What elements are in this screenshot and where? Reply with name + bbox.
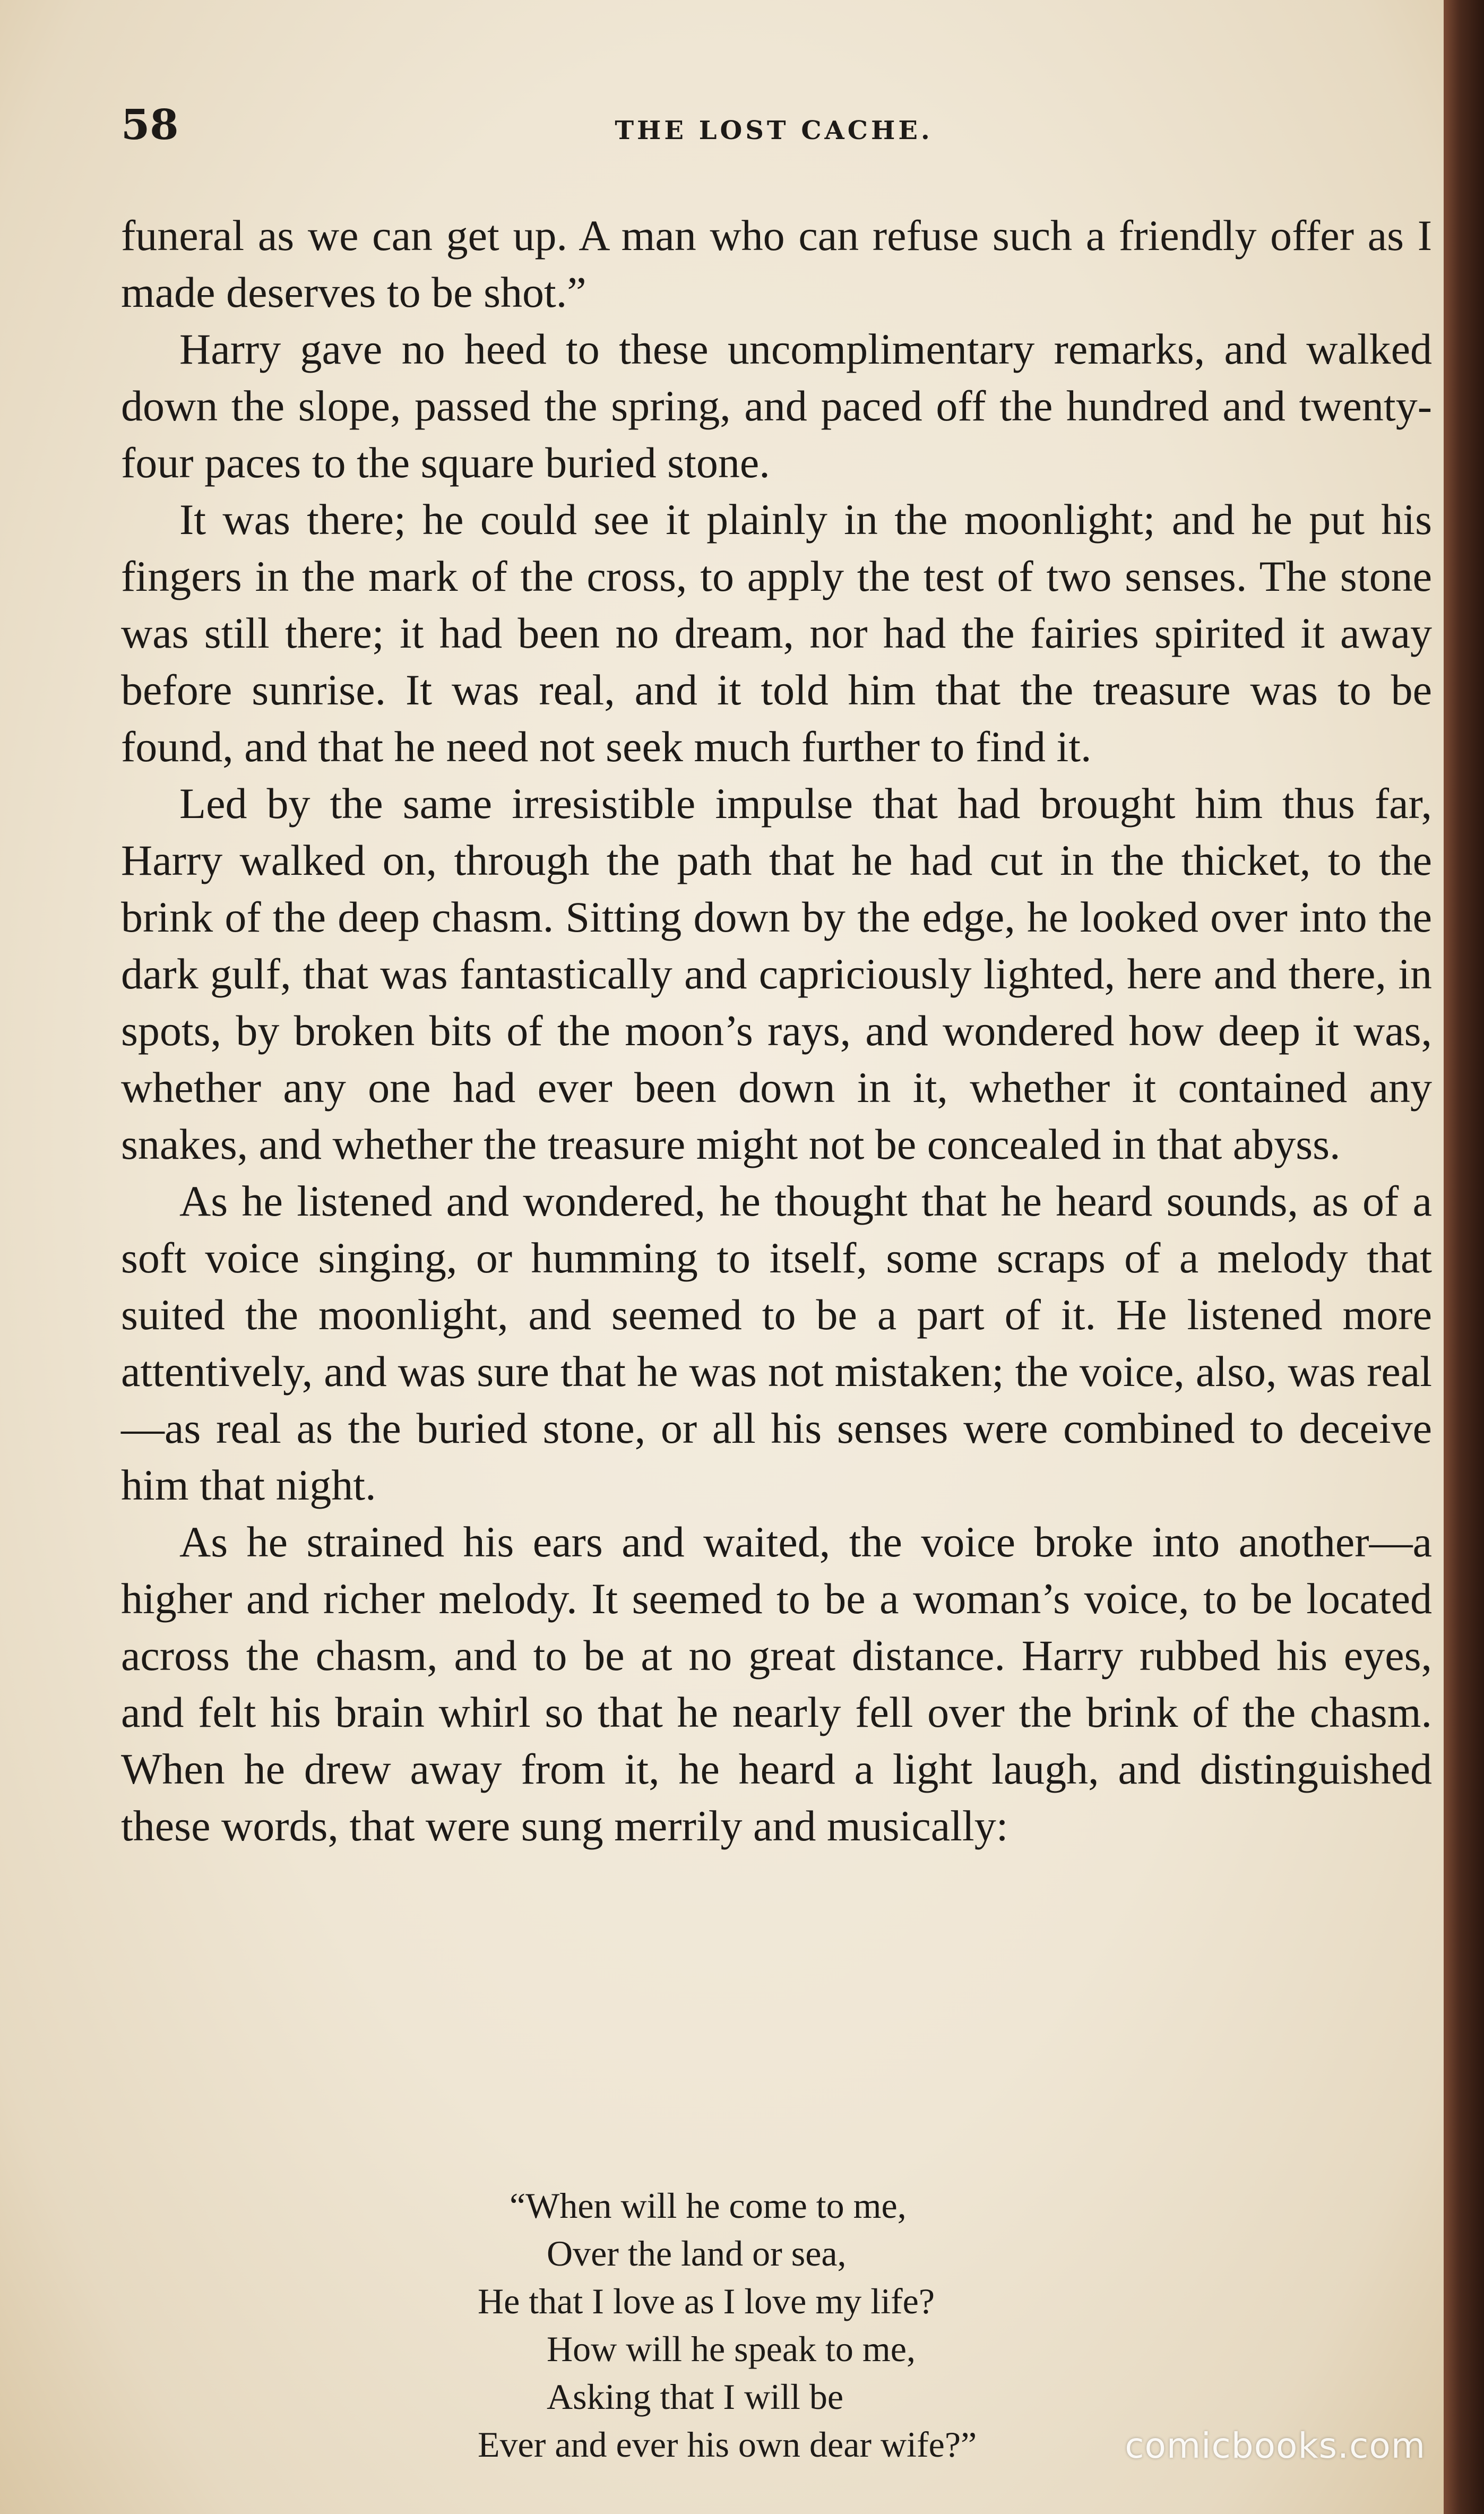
paragraph-5: As he listened and wondered, he thought that he heard sounds, as of a soft voice singing, or humming to itself, some scraps of a melody that suited the moonlight, and seemed to be a part of it. He listened more attentively, and was sure that he was not mistaken; the voice, also, was real—as real as the buried stone, or all his senses were combined to deceive him that night. [121, 1177, 1432, 1509]
paragraph-6: As he strained his ears and waited, the voice broke into another—a higher and richer melody. It seemed to be a woman’s voice, to be located across the chasm, and to be at no great distance. Harry rubbed his eyes, and felt his brain whirl so that he nearly fell over the brink of the chasm. When he drew away from it, he heard a light laugh, and distinguished these words, that were sung merrily and musically: [121, 1518, 1432, 1850]
poem-line-5: Asking that I will be [547, 2377, 844, 2417]
poem-line-6: Ever and ever his own dear wife?” [478, 2424, 977, 2465]
running-title: THE LOST CACHE. [615, 116, 933, 145]
body-text [121, 207, 1432, 1854]
poem-line-3: He that I love as I love my life? [478, 2281, 935, 2321]
poem-line-4: How will he speak to me, [547, 2329, 916, 2369]
page-number: 58 [121, 101, 179, 149]
paragraph-2: Harry gave no heed to these uncomplimentary remarks, and walked down the slope, passed the spring, and paced off the hundred and twenty-four paces to the square buried stone. [121, 325, 1432, 487]
poem-line-2: Over the land or sea, [547, 2233, 847, 2274]
paragraph-1: funeral as we can get up. A man who can refuse such a friendly offer as I made deserves to be shot.” [121, 211, 1432, 316]
poem-line-1: “When will he come to me, [510, 2185, 907, 2226]
poem-verse [478, 2182, 1221, 2468]
paragraph-3: It was there; he could see it plainly in the moonlight; and he put his fingers in the mark of the cross, to apply the test of two senses. The stone was still there; it had been no dream, nor had the fairies spirited it away before sunrise. It was real, and it told him that the treasure was to be found, and that he need not seek much further to find it. [121, 495, 1432, 771]
watermark: comicbooks.com [1125, 2425, 1426, 2466]
page-header [121, 101, 1427, 165]
paragraph-4: Led by the same irresistible impulse that had brought him thus far, Harry walked on, through the path that he had cut in the thicket, to the brink of the deep chasm. Sitting down by the edge, he looked over into the dark gulf, that was fantastically and capriciously lighted, here and there, in spots, by broken bits of the moon’s rays, and wondered how deep it was, whether any one had ever been down in it, whether it contained any snakes, and whether the treasure might not be concealed in that abyss. [121, 779, 1432, 1168]
book-spine-edge [1444, 0, 1484, 2514]
